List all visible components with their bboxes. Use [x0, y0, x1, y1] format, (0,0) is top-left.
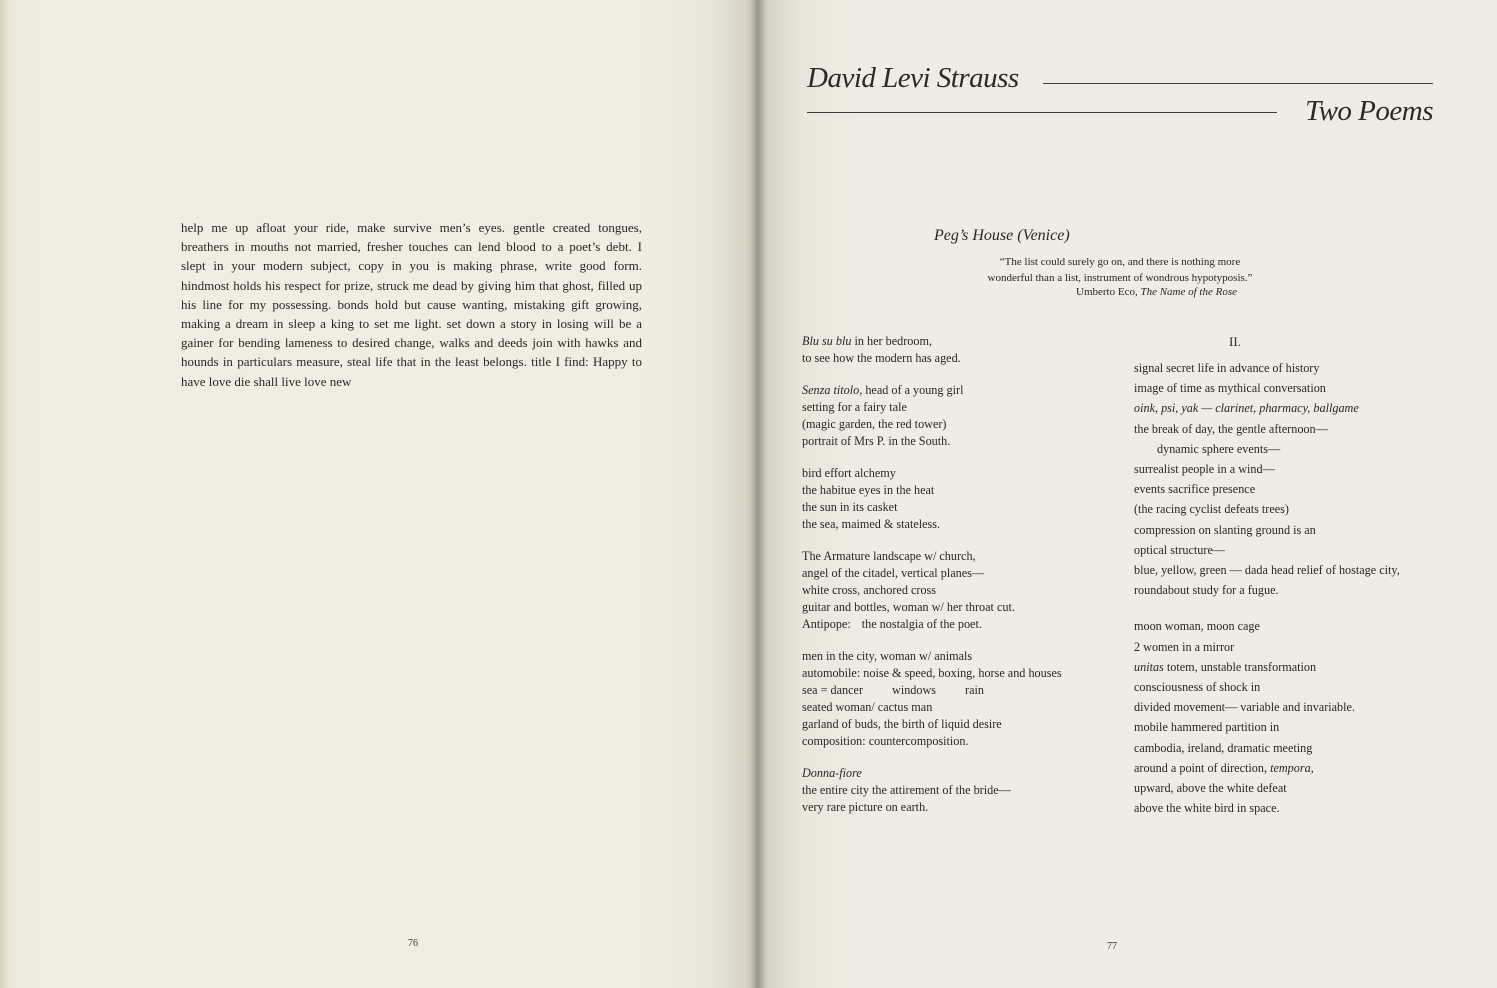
- poem-line: to see how the modern has aged.: [802, 351, 961, 365]
- prose-line: making a dream in sleep a king to set me light. set down a story in losing will be a: [181, 316, 642, 332]
- prose-line: hindmost holds his respect for prize, struck me dead by giving him that ghost, filled up: [181, 277, 642, 293]
- poem-line: setting for a fairy tale: [802, 400, 907, 414]
- prose-line: help me up afloat your ride, make survive men’s eyes. gentle created tongues,: [181, 220, 642, 235]
- poem-line: composition: countercomposition.: [802, 734, 969, 748]
- poem-line: the habitue eyes in the heat: [802, 483, 935, 497]
- line-text: Antipope:: [802, 617, 851, 631]
- poem-line: 2 women in a mirror: [1134, 639, 1235, 654]
- prose-line: slept in your modern subject, copy in you is making phrase, write good form.: [181, 258, 642, 274]
- prose-block: [181, 218, 642, 391]
- line-text: windows: [892, 683, 937, 697]
- poem-line: roundabout study for a fugue.: [1134, 583, 1279, 598]
- poem-line: [1134, 657, 1400, 677]
- stanza: [802, 382, 1062, 450]
- poem-line: blue, yellow, green — dada head relief of hostage city,: [1134, 563, 1400, 578]
- header-rule-top: [1043, 83, 1433, 84]
- poem-line: [802, 333, 1062, 350]
- stanza: [802, 465, 1062, 533]
- section-number: II.: [1229, 334, 1241, 349]
- stanza: [1134, 358, 1400, 600]
- poem-line: the sun in its casket: [802, 500, 898, 514]
- poem-line: mobile hammered partition in: [1134, 720, 1280, 735]
- poem-line: divided movement— variable and invariable.: [1134, 700, 1355, 715]
- poem-line: angel of the citadel, vertical planes—: [802, 566, 985, 580]
- poem-line: above the white bird in space.: [1134, 801, 1280, 816]
- poem-line: seated woman/ cactus man: [802, 700, 933, 714]
- author-name: David Levi Strauss: [807, 62, 1019, 94]
- line-text: in her bedroom,: [851, 334, 932, 348]
- page-number-left: 76: [408, 938, 418, 949]
- stanza: [802, 765, 1062, 816]
- poem-line: cambodia, ireland, dramatic meeting: [1134, 740, 1313, 755]
- prose-line: breathers in mouths not married, fresher touches can lend blood to a poet’s debt. I: [181, 239, 642, 255]
- poem-line: surrealist people in a wind—: [1134, 462, 1275, 477]
- stanza: [1134, 616, 1400, 818]
- poem-line: [802, 682, 1062, 699]
- poem-line: bird effort alchemy: [802, 466, 896, 480]
- poem-line: [802, 382, 1062, 399]
- book-gutter: [750, 0, 766, 988]
- line-text: sea = dancer: [802, 683, 864, 697]
- epigraph: [960, 254, 1280, 286]
- line-text: rain: [965, 683, 984, 697]
- italic-title: Senza titolo: [802, 383, 860, 397]
- stanza: [802, 333, 1062, 367]
- poem-line: oink, psi, yak — clarinet, pharmacy, ballgame: [1134, 401, 1359, 416]
- poem-line: compression on slanting ground is an: [1134, 522, 1316, 537]
- poem-line: white cross, anchored cross: [802, 583, 937, 597]
- italic-word: tempora: [1270, 760, 1311, 775]
- epigraph-attribution: [1076, 286, 1237, 298]
- section-subtitle: Two Poems: [1305, 95, 1433, 127]
- line-text: ,: [1310, 760, 1314, 775]
- poem-line: garland of buds, the birth of liquid desire: [802, 717, 1002, 731]
- epigraph-author: Umberto Eco,: [1076, 286, 1141, 298]
- prose-line: hounds in particulars measure, steal life that in the least belongs. title I find: Happy to: [181, 354, 642, 370]
- poem-line: automobile: noise & speed, boxing, horse and houses: [802, 666, 1062, 680]
- prose-line: his line for my possessing. bonds hold but cause wanting, mistaking gift growing,: [181, 296, 642, 312]
- poem-line: [802, 616, 1062, 633]
- line-text: the nostalgia of the poet.: [861, 617, 982, 631]
- line-text: totem, unstable transformation: [1163, 659, 1317, 674]
- poem-column-1: [802, 333, 1062, 831]
- poem-line: The Armature landscape w/ church,: [802, 549, 976, 563]
- poem-line: optical structure—: [1134, 542, 1226, 557]
- poem-title: Peg’s House (Venice): [934, 227, 1070, 244]
- poem-line: dynamic sphere events—: [1157, 441, 1281, 456]
- poem-line: signal secret life in advance of history: [1134, 361, 1320, 375]
- italic-word: unitas: [1134, 659, 1164, 674]
- line-text: , head of a young girl: [859, 383, 964, 397]
- stanza: [802, 648, 1062, 750]
- poem-line: (magic garden, the red tower): [802, 417, 947, 431]
- poem-line: portrait of Mrs P. in the South.: [802, 434, 951, 448]
- poem-line: the entire city the attirement of the bride—: [802, 783, 1011, 797]
- poem-line: guitar and bottles, woman w/ her throat cut.: [802, 600, 1015, 614]
- stanza: [802, 548, 1062, 633]
- line-text: around a point of direction,: [1134, 760, 1271, 775]
- prose-line: gainer for bending lameness to desired change, walks and deeds join with hawks and: [181, 335, 642, 351]
- header-rule-bottom: [807, 112, 1277, 113]
- italic-title: Donna-fiore: [802, 766, 862, 780]
- poem-line: image of time as mythical conversation: [1134, 381, 1326, 396]
- poem-line: upward, above the white defeat: [1134, 781, 1287, 796]
- poem-line: very rare picture on earth.: [802, 800, 929, 814]
- epigraph-line: wonderful than a list, instrument of wondrous hypotyposis.”: [987, 272, 1253, 284]
- poem-line: events sacrifice presence: [1134, 482, 1256, 497]
- prose-line: have love die shall live love new: [181, 373, 352, 389]
- poem-line: [1134, 758, 1400, 778]
- poem-column-2: [1134, 358, 1400, 818]
- poem-line: (the racing cyclist defeats trees): [1134, 502, 1289, 517]
- page-number-right: 77: [1107, 941, 1117, 952]
- poem-line: men in the city, woman w/ animals: [802, 649, 973, 663]
- poem-line: the break of day, the gentle afternoon—: [1134, 421, 1328, 436]
- italic-title: Blu su blu: [802, 334, 852, 348]
- poem-line: moon woman, moon cage: [1134, 619, 1260, 634]
- epigraph-source: The Name of the Rose: [1140, 286, 1237, 298]
- poem-line: the sea, maimed & stateless.: [802, 517, 941, 531]
- epigraph-line: “The list could surely go on, and there is nothing more: [999, 256, 1241, 268]
- poem-line: consciousness of shock in: [1134, 680, 1261, 695]
